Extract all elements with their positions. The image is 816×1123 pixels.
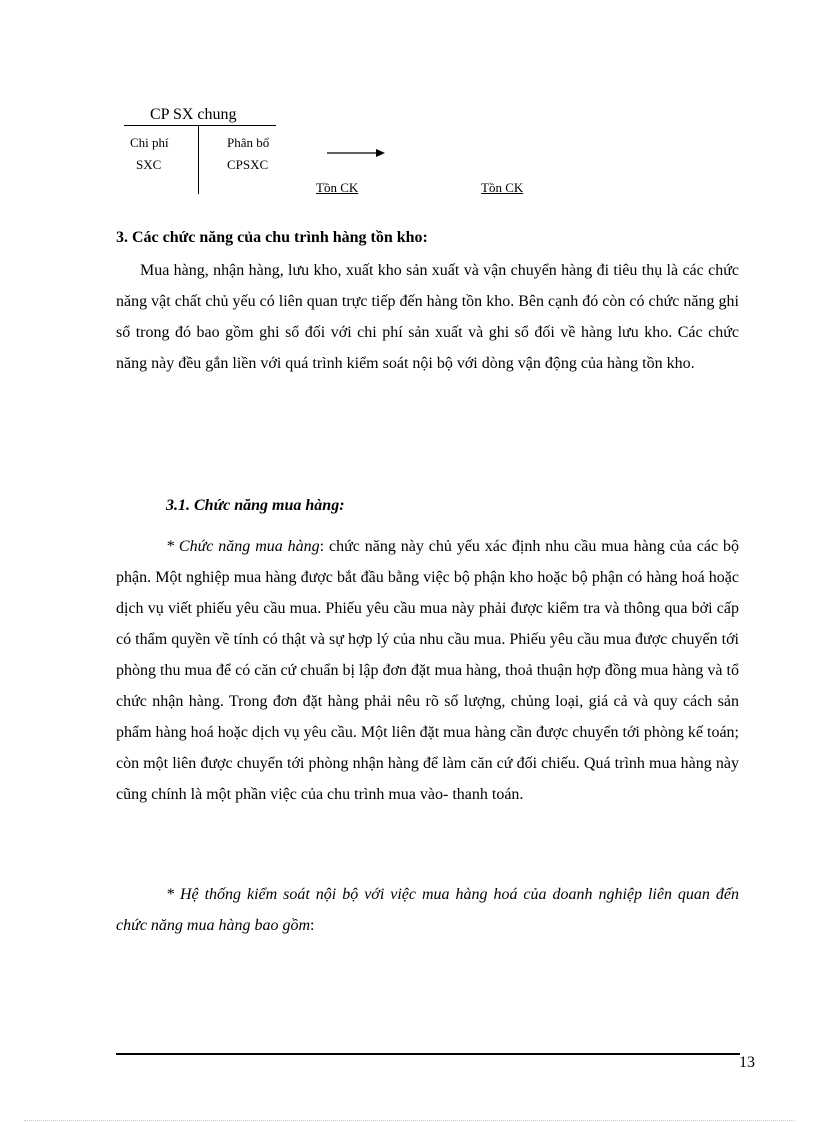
- t-account-vertical-line: [198, 126, 199, 194]
- ending-balance-label-2: Tồn CK: [481, 180, 524, 195]
- purchase-function-body: : chức năng này chủ yếu xác định nhu cầu mua hàng của các bộ phận. Một nghiệp mua hàng được bắt đầu bằng việc bộ phận kho hoặc bộ phận có hàng hoá hoặc dịch vụ viết phiếu yêu cầu mua. Phiếu yêu cầu mua này phải được kiểm tra và thông qua bởi cấp có thẩm quyền về tính có thật và sự hợp lý của nhu cầu mua. Phiếu yêu cầu mua được chuyển tới phòng thu mua để có căn cứ chuẩn bị lập đơn đặt mua hàng, thoả thuận hợp đồng mua hàng và tổ chức nhận hàng. Trong đơn đặt hàng phải nêu rõ số lượng, chủng loại, giá cả và quy cách sản phẩm hàng hoá hoặc dịch vụ yêu cầu. Một liên đặt mua hàng cần được chuyển tới phòng kế toán; còn một liên được chuyển tới phòng nhận hàng để làm căn cứ đối chiếu. Quá trình mua hàng này cũng chính là một phần việc của chu trình mua vào- thanh toán.: [116, 538, 739, 803]
- t-account-credit-label-2: CPSXC: [227, 157, 269, 172]
- internal-control-lead: * Hệ thống kiểm soát nội bộ với việc mua hàng hoá của doanh nghiệp liên quan đến chức năng mua hàng bao gồm: [116, 886, 739, 934]
- t-account-credit-label-1: Phân bổ: [227, 135, 270, 150]
- page-bottom-dotted-border: [24, 1120, 794, 1121]
- t-account-debit-label-1: Chi phí: [130, 135, 169, 150]
- footer-divider: [116, 1053, 740, 1055]
- t-account-debit-label-2: SXC: [136, 157, 162, 172]
- t-account-top-line: [124, 125, 276, 126]
- section-3-paragraph: [116, 255, 739, 379]
- section-3-1-heading: 3.1. Chức năng mua hàng:: [166, 497, 345, 514]
- ending-balance-label-1: Tồn CK: [316, 180, 359, 195]
- section-3-paragraph-text: Mua hàng, nhận hàng, lưu kho, xuất kho sản xuất và vận chuyển hàng đi tiêu thụ là các chức năng vật chất chủ yếu có liên quan trực tiếp đến hàng tồn kho. Bên cạnh đó còn có chức năng ghi sổ trong đó bao gồm ghi sổ đối với chi phí sản xuất và ghi sổ đối về hàng lưu kho. Các chức năng này đều gắn liền với quá trình kiểm soát nội bộ với dòng vận động của hàng tồn kho.: [116, 262, 739, 372]
- purchase-function-lead: * Chức năng mua hàng: [166, 538, 320, 555]
- internal-control-tail: :: [310, 917, 315, 934]
- t-account-title: CP SX chung: [150, 106, 237, 123]
- internal-control-paragraph: [116, 879, 739, 941]
- purchase-function-paragraph: [116, 531, 739, 810]
- right-arrow-icon: [327, 146, 385, 160]
- section-3-heading: 3. Các chức năng của chu trình hàng tồn kho:: [116, 229, 428, 246]
- page-number: 13: [739, 1054, 755, 1071]
